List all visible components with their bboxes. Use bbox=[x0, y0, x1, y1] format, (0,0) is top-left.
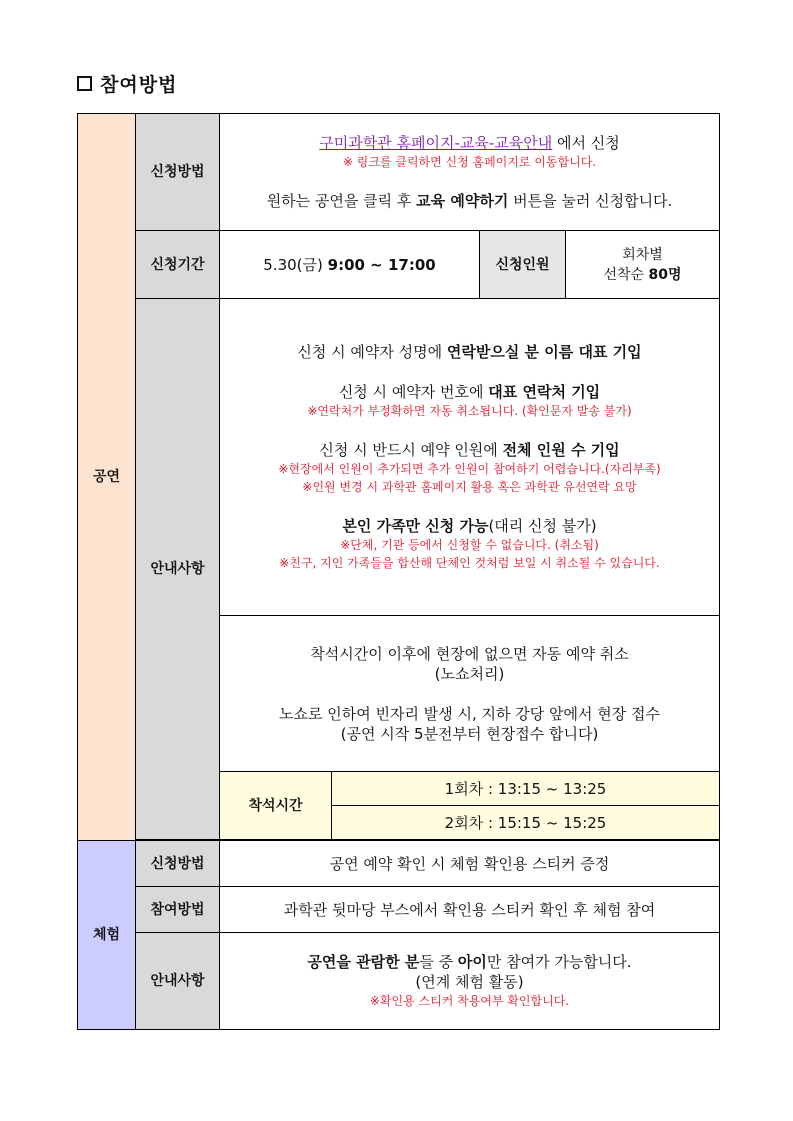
exp-guide-content bbox=[220, 933, 720, 1030]
exp-row-label-method: 신청방법 bbox=[136, 841, 220, 887]
capacity-value bbox=[566, 231, 720, 299]
noshow-line3: 노쇼로 인하여 빈자리 발생 시, 지하 강당 앞에서 현장 접수 bbox=[279, 704, 660, 723]
guide-p4-note1: ※단체, 기관 등에서 신청할 수 없습니다. (취소됨) bbox=[340, 538, 599, 552]
section-heading bbox=[77, 70, 177, 97]
exp-guide-bold2: 아이 bbox=[457, 953, 487, 971]
guide-p3-note2: ※인원 변경 시 과학관 홈페이지 활용 혹은 과학관 유선연락 요망 bbox=[302, 480, 637, 494]
seating-round2: 2회차 : 15:15 ~ 15:25 bbox=[332, 806, 720, 840]
guide-p3-bold: 전체 인원 수 기입 bbox=[502, 441, 620, 459]
exp-guide-line2: (연계 체험 활동) bbox=[415, 973, 524, 991]
guide-p2-note: ※연락처가 부정확하면 자동 취소됩니다. (확인문자 발송 불가) bbox=[307, 404, 632, 418]
capacity-line1: 회차별 bbox=[622, 246, 663, 263]
exp-guide-bold1: 공연을 관람한 분 bbox=[307, 953, 420, 971]
guide-p3-note1: ※현장에서 인원이 추가되면 추가 인원이 참여하기 어렵습니다.(자리부족) bbox=[278, 462, 661, 476]
noshow-line4: (공연 시작 5분전부터 현장접수 합니다) bbox=[340, 724, 599, 743]
apply-time: 9:00 ~ 17:00 bbox=[327, 255, 436, 274]
seating-round1: 1회차 : 13:15 ~ 13:25 bbox=[332, 772, 720, 806]
exp-guide-note: ※확인용 스티커 착용여부 확인합니다. bbox=[369, 994, 570, 1008]
guide-content bbox=[220, 299, 720, 616]
exp-method-text: 공연 예약 확인 시 체험 확인용 스티커 증정 bbox=[220, 841, 720, 887]
exp-guide-post: 만 참여가 가능합니다. bbox=[486, 953, 632, 971]
capacity-pre: 선착순 bbox=[603, 266, 649, 283]
link-note: ※ 링크를 클릭하면 신청 홈페이지로 이동합니다. bbox=[342, 155, 597, 169]
guide-p4-bold: 본인 가족만 신청 가능 bbox=[342, 517, 489, 535]
guide-p3-pre: 신청 시 반드시 예약 인원에 bbox=[319, 441, 503, 459]
exp-participation-text: 과학관 뒷마당 부스에서 확인용 스티커 확인 후 체험 참여 bbox=[220, 887, 720, 933]
capacity-count: 80명 bbox=[648, 266, 682, 283]
guide-p4-note2: ※친구, 지인 가족들을 합산해 단체인 것처럼 보일 시 취소될 수 있습니다. bbox=[279, 556, 660, 570]
category-experience: 체험 bbox=[78, 841, 136, 1030]
participation-table bbox=[77, 113, 720, 1030]
homepage-link[interactable]: 구미과학관 홈페이지-교육-교육안내 bbox=[319, 134, 553, 152]
noshow-line2: (노쇼처리) bbox=[434, 664, 505, 683]
row-label-apply-period: 신청기간 bbox=[136, 231, 220, 299]
guide-p1-pre: 신청 시 예약자 성명에 bbox=[297, 343, 447, 361]
row-label-guide: 안내사항 bbox=[136, 299, 220, 840]
exp-row-label-participation: 참여방법 bbox=[136, 887, 220, 933]
apply-text-pre: 원하는 공연을 클릭 후 bbox=[266, 192, 417, 210]
exp-guide-mid: 들 중 bbox=[419, 953, 458, 971]
guide-p4-post: (대리 신청 불가) bbox=[488, 517, 597, 535]
reserve-button-name: 교육 예약하기 bbox=[416, 192, 509, 210]
row-label-apply-method: 신청방법 bbox=[136, 114, 220, 231]
guide-p2-bold: 대표 연락처 기입 bbox=[488, 383, 601, 401]
apply-date: 5.30(금) bbox=[263, 255, 328, 274]
noshow-content bbox=[220, 616, 720, 772]
exp-row-label-guide: 안내사항 bbox=[136, 933, 220, 1030]
category-performance: 공연 bbox=[78, 114, 136, 841]
apply-period-value bbox=[220, 231, 480, 299]
apply-text-post: 버튼을 눌러 신청합니다. bbox=[508, 192, 673, 210]
link-suffix: 에서 신청 bbox=[552, 134, 620, 152]
apply-method-content bbox=[220, 114, 720, 231]
section-title: 참여방법 bbox=[100, 74, 178, 96]
row-label-capacity: 신청인원 bbox=[480, 231, 566, 299]
seating-label: 착석시간 bbox=[220, 772, 332, 840]
checkbox-icon bbox=[77, 76, 92, 91]
guide-p1-bold: 연락받으실 분 이름 대표 기입 bbox=[446, 343, 642, 361]
guide-p2-pre: 신청 시 예약자 번호에 bbox=[338, 383, 489, 401]
noshow-line1: 착석시간이 이후에 현장에 없으면 자동 예약 취소 bbox=[310, 644, 629, 663]
